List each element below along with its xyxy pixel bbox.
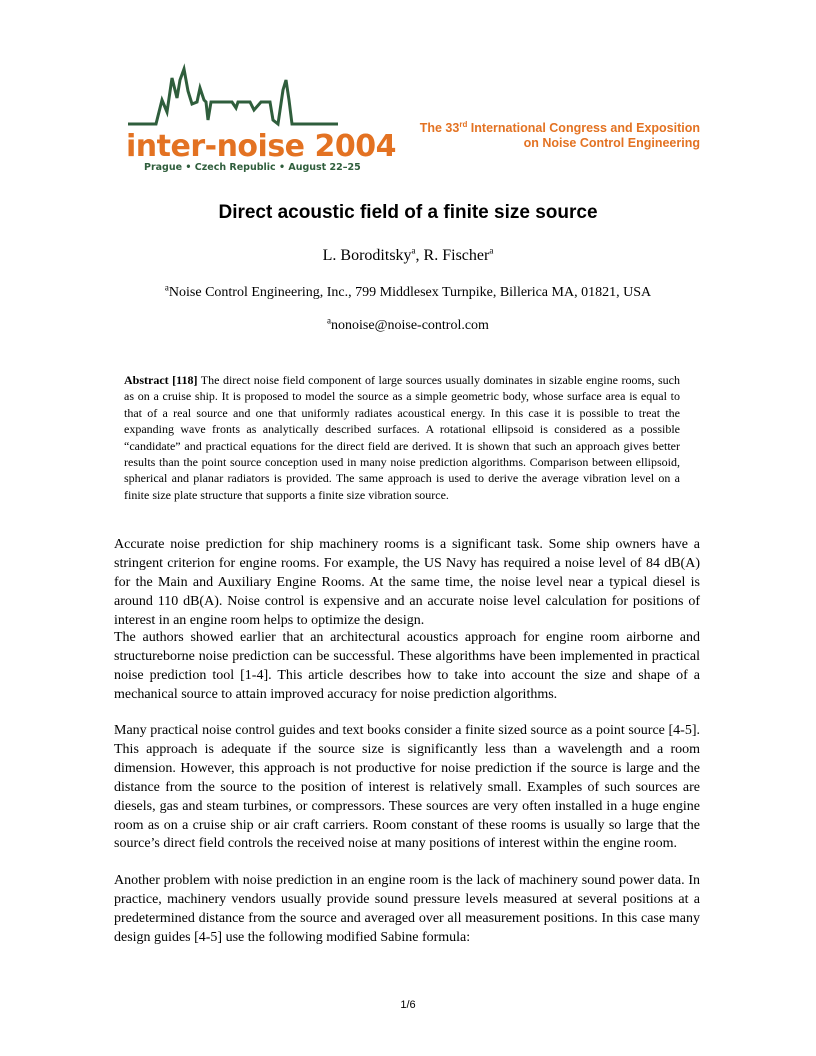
abstract-text: The direct noise field component of large sources usually dominates in sizable engine rooms, such as on a cruise ship. It is proposed to model the source as a simple geometric body, whose surface area is equal to that of a real source and one that uniformly radiates acoustical energy. In this case it is possible to treat the expanding wave fronts as analytically described surfaces. A rotational ellipsoid is considered as a possible “candidate” and practical equations for the direct field are derived. It is shown that such an approach gives better results than the point source conception used in many noise prediction algorithms. Comparison between ellipsoid, spherical and planar radiators is provided. The same approach is used to derive the average vibration level on a finite size plate structure that supports a finite size vibration source.	[124, 373, 680, 502]
logo-subtitle: Prague • Czech Republic • August 22–25	[144, 162, 361, 173]
page-number: 1/6	[400, 999, 416, 1011]
congress-header	[420, 117, 700, 151]
congress-line1: The 33rd International Congress and Exposition	[419, 120, 700, 136]
body-paragraph-3: Many practical noise control guides and text books consider a finite sized source as a point source [4-5]. This approach is adequate if the source size is significantly less than a wavelength and a room dimension. However, this approach is not productive for noise prediction if the source is large and the distance from the source to the position of interest is relatively small. Examples of such sources are diesels, gas and steam turbines, or compressors. These sources are very often installed in a huge engine room as on a cruise ship or air craft carriers. Room constant of these rooms is usually so large that the source’s direct field controls the received noise at many positions of interest within the engine room.	[114, 723, 700, 852]
congress-line2: on Noise Control Engineering	[523, 136, 700, 151]
logo-wordmark: inter-noise 2004	[126, 129, 396, 164]
paper-title: Direct acoustic field of a finite size source	[218, 202, 598, 223]
contact-email: $^a$nonoise@noise-control.com	[327, 315, 489, 333]
body-paragraph-4: Another problem with noise prediction in an engine room is the lack of machinery sound power data. In practice, machinery vendors usually provide sound pressure levels measured at several positions at a predetermined distance from the source and averaged over all measurement positions. In this case many design guides [4-5] use the following modified Sabine formula:	[114, 873, 700, 945]
affiliation: $^a$Noise Control Engineering, Inc., 799 Middlesex Turnpike, Billerica MA, 01821, USA	[164, 282, 652, 300]
abstract-label: Abstract [118]	[124, 373, 198, 387]
abstract	[124, 372, 680, 503]
body-paragraph-2: The authors showed earlier that an architectural acoustics approach for engine room airborne and structureborne noise prediction can be successful. These algorithms have been implemented in practical noise prediction tool [1-4]. This article describes how to take into account the size and shape of a mechanical source to attain improved accuracy for noise prediction algorithms.	[114, 630, 700, 702]
skyline-waveform-icon	[120, 60, 350, 138]
authors: L. Boroditsky$^a$, R. Fischer$^a$	[322, 245, 494, 264]
body-paragraph-1: Accurate noise prediction for ship machinery rooms is a significant task. Some ship owners have a stringent criterion for engine rooms. For example, the US Navy has required a noise level of 84 dB(A) for the Main and Auxiliary Engine Rooms. At the same time, the noise level near a typical diesel is around 110 dB(A). Noise control is expensive and an accurate noise level calculation for positions of interest in an engine room helps to optimize the design.	[114, 537, 700, 628]
inter-noise-logo	[120, 60, 396, 176]
